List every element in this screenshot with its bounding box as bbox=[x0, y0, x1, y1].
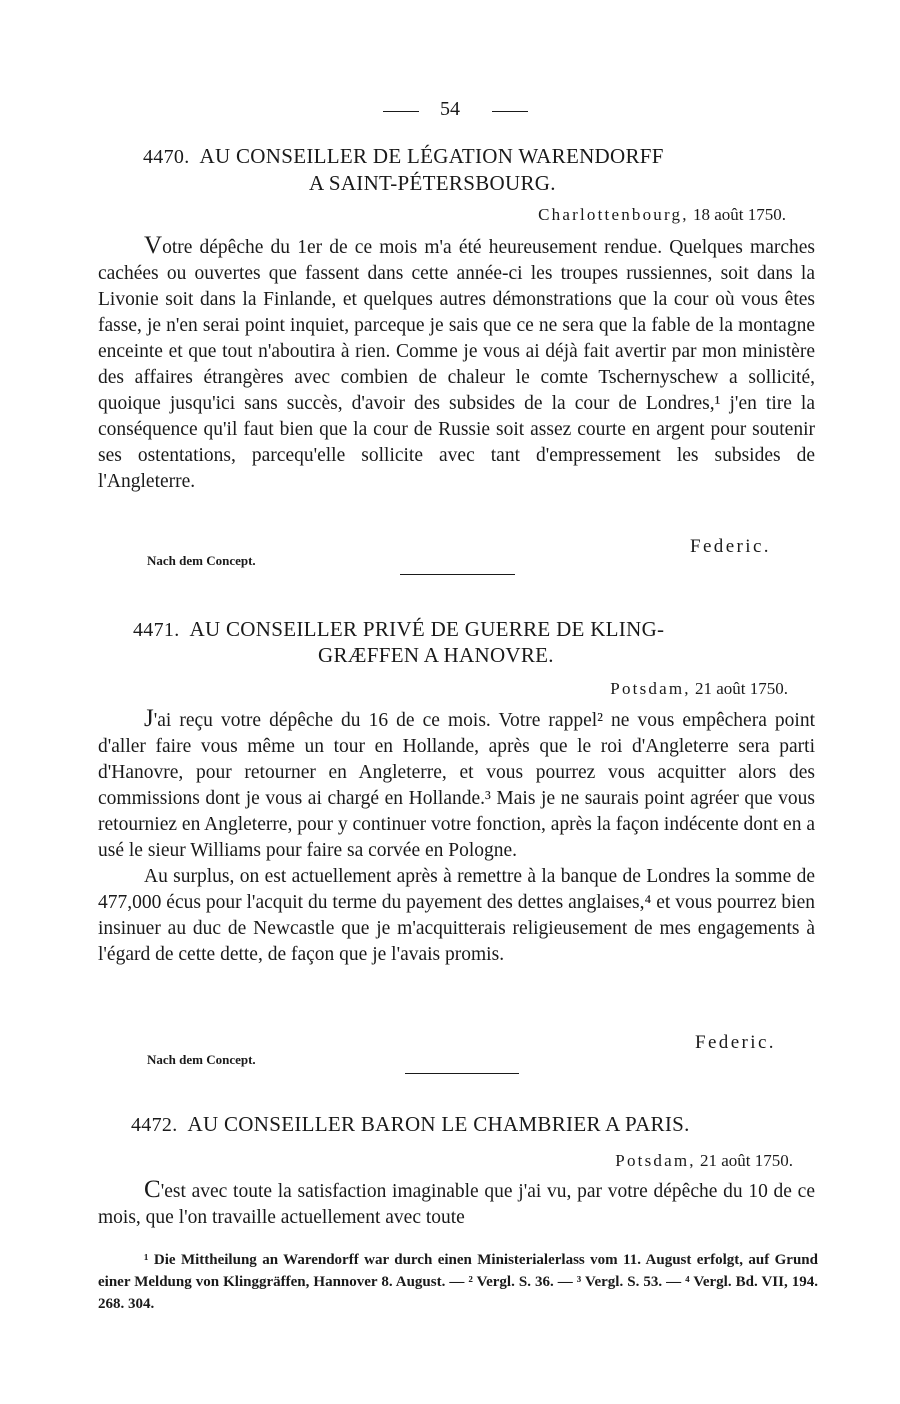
letter-place: Potsdam, bbox=[610, 679, 691, 698]
letter-body bbox=[98, 706, 815, 968]
letter-heading bbox=[143, 144, 664, 169]
footnote-text: ¹ Die Mittheilung an Warendorff war durch einen Ministerialerlass vom 11. August erfolgt, auf Grund einer Meldung von Klinggräffen, Hannover 8. August. — ² Vergl. S. 36. — ³ Vergl. S. 53. — ⁴ Vergl. Bd. VII, 194. 268. 304. bbox=[98, 1252, 818, 1312]
letter-dateline bbox=[615, 1151, 793, 1171]
letter-paragraph: Au surplus, on est actuellement après à remettre à la banque de Londres la somme de 477,000 écus pour l'acquit du terme du payement des dettes anglaises,⁴ et vous pourrez bien insinuer au duc de Newcastle que je m'acquitterais religieusement de mes engagements à l'égard de cette dette, de façon que je l'avais promis. bbox=[98, 866, 815, 965]
letter-dateline bbox=[610, 679, 788, 699]
letter-heading bbox=[133, 617, 664, 642]
letter-place: Potsdam, bbox=[615, 1151, 696, 1170]
letter-date: 21 août 1750. bbox=[699, 1151, 793, 1170]
section-divider bbox=[405, 1073, 519, 1074]
letter-number: 4471. bbox=[133, 619, 180, 641]
letter-paragraph: C'est avec toute la satisfaction imaginable que j'ai vu, par votre dépêche du 10 de ce mois, que l'on travaille actuellement avec toute bbox=[98, 1176, 815, 1228]
letter-date: 21 août 1750. bbox=[694, 679, 788, 698]
letter-heading-line1: AU CONSEILLER PRIVÉ DE GUERRE DE KLING- bbox=[189, 617, 665, 641]
drop-letter: C bbox=[144, 1176, 161, 1203]
letter-place: Charlottenbourg, bbox=[538, 205, 689, 224]
page-number: 54 bbox=[440, 98, 460, 120]
letter-source-note: Nach dem Concept. bbox=[147, 553, 256, 568]
letter-signature: Federic. bbox=[695, 1032, 776, 1053]
letter-body bbox=[98, 1177, 815, 1231]
section-divider bbox=[400, 574, 515, 575]
letter-heading-line1: AU CONSEILLER DE LÉGATION WARENDORFF bbox=[199, 144, 664, 168]
letter-signature: Federic. bbox=[690, 536, 771, 557]
drop-letter: J bbox=[144, 705, 154, 732]
letter-source-note: Nach dem Concept. bbox=[147, 1052, 256, 1067]
letter-heading-line2: GRÆFFEN A HANOVRE. bbox=[318, 643, 554, 667]
letter-date: 18 août 1750. bbox=[692, 205, 786, 224]
letter-heading-line1: AU CONSEILLER BARON LE CHAMBRIER A PARIS. bbox=[187, 1112, 690, 1136]
letter-heading bbox=[131, 1112, 690, 1137]
page-number-dash-left bbox=[383, 111, 419, 112]
letter-number: 4472. bbox=[131, 1114, 178, 1136]
footnotes bbox=[98, 1249, 818, 1315]
page-number-dash-right bbox=[492, 111, 528, 112]
letter-heading-line2: A SAINT-PÉTERSBOURG. bbox=[309, 171, 556, 195]
letter-body bbox=[98, 233, 815, 495]
letter-paragraph: J'ai reçu votre dépêche du 16 de ce mois. Votre rappel² ne vous empêchera point d'aller faire vous même un tour en Hollande, après que le roi d'Angleterre sera parti d'Hanovre, pour retourner en Angleterre, et vous pourrez vous acquitter alors des commissions dont je vous ai chargé en Hollande.³ Mais je ne saurais point agréer que vous retourniez en Angleterre, pour y continuer votre fonction, après la façon indécente dont en a usé le sieur Williams pour faire sa corvée en Pologne. bbox=[98, 705, 815, 861]
letter-dateline bbox=[538, 205, 786, 225]
drop-letter: V bbox=[144, 232, 163, 259]
letter-number: 4470. bbox=[143, 146, 190, 168]
letter-paragraph: Votre dépêche du 1er de ce mois m'a été heureusement rendue. Quelques marches cachées ou ouvertes que fassent dans cette année-ci les troupes russiennes, soit dans la Livonie soit dans la Finlande, et quelques autres démonstrations que la cour où vous êtes fasse, je n'en serai point inquiet, parceque je sais que ce ne sera que la fable de la montagne enceinte et que tout n'aboutira à rien. Comme je vous ai déjà fait avertir par mon ministère des affaires étrangères avec combien de chaleur le comte Tschernyschew a sollicité, quoique jusqu'ici sans succès, d'avoir des subsides de la cour de Londres,¹ j'en tire la conséquence qu'il faut bien que la cour de Russie soit assez courte en argent pour soutenir ses ostentations, parcequ'elle sollicite avec tant d'empressement les subsides de l'Angleterre. bbox=[98, 232, 815, 492]
